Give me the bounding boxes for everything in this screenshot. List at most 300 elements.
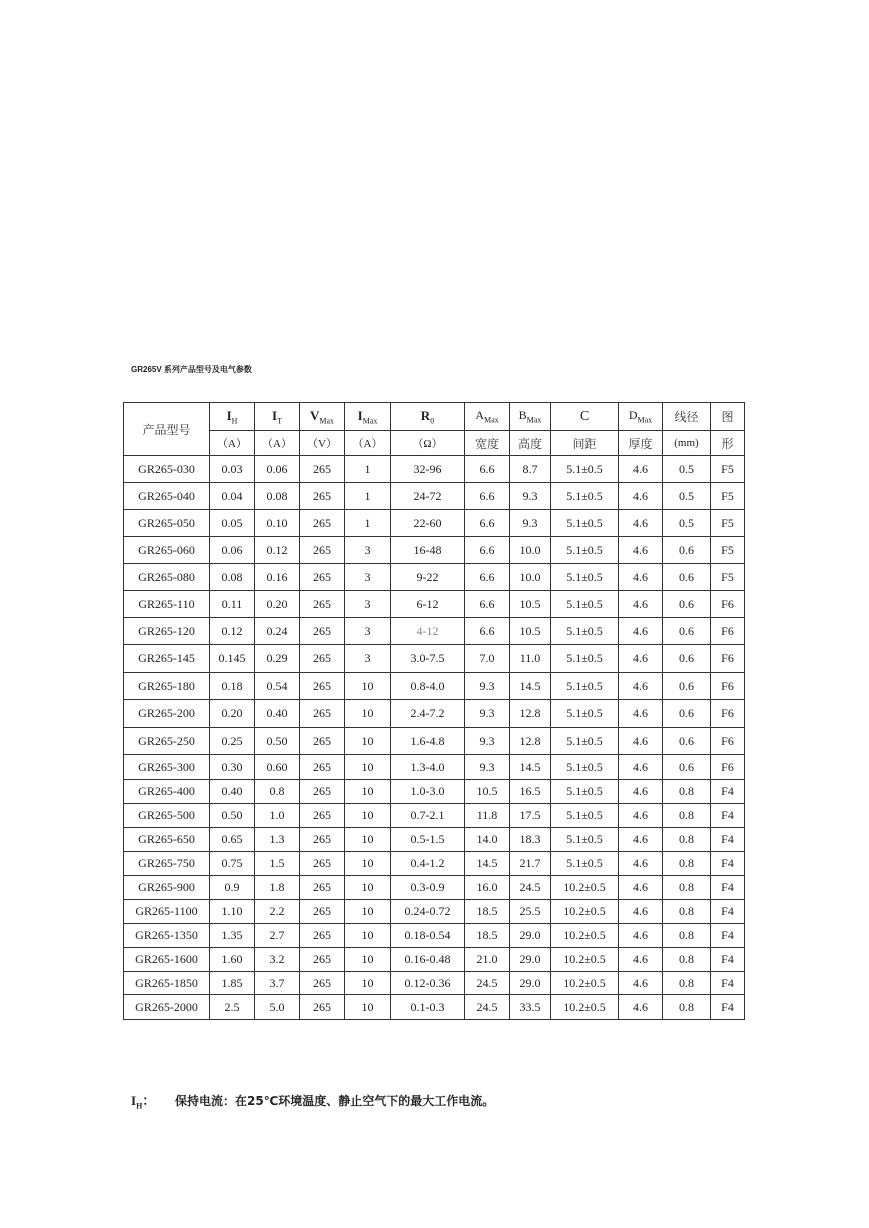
cell-a-width: 18.5 <box>465 924 510 948</box>
header-a-label: 宽度 <box>465 431 510 456</box>
cell-r0: 0.8-4.0 <box>391 673 465 700</box>
cell-imax: 10 <box>345 673 391 700</box>
cell-r0: 1.3-4.0 <box>391 755 465 780</box>
cell-it: 0.8 <box>255 780 300 804</box>
cell-ih: 0.30 <box>210 755 255 780</box>
cell-vmax: 265 <box>300 828 345 852</box>
cell-d-thickness: 4.6 <box>619 564 663 591</box>
cell-r0: 6-12 <box>391 591 465 618</box>
cell-imax: 10 <box>345 700 391 728</box>
cell-model: GR265-080 <box>124 564 210 591</box>
table-row <box>124 900 745 924</box>
cell-wire-diameter: 0.8 <box>663 948 711 972</box>
cell-ih: 0.9 <box>210 876 255 900</box>
header-imax-unit: （A） <box>345 431 391 456</box>
header-it-unit: （A） <box>255 431 300 456</box>
cell-a-width: 6.6 <box>465 537 510 564</box>
cell-r0: 0.12-0.36 <box>391 972 465 995</box>
cell-ih: 0.08 <box>210 564 255 591</box>
cell-it: 0.54 <box>255 673 300 700</box>
cell-ih: 0.20 <box>210 700 255 728</box>
cell-model: GR265-1600 <box>124 948 210 972</box>
cell-b-height: 29.0 <box>510 924 551 948</box>
cell-r0: 4-12 <box>391 618 465 645</box>
cell-b-height: 21.7 <box>510 852 551 876</box>
cell-imax: 1 <box>345 483 391 510</box>
cell-figure: F6 <box>711 618 745 645</box>
cell-r0: 0.24-0.72 <box>391 900 465 924</box>
cell-a-width: 7.0 <box>465 645 510 673</box>
header-wire-unit: (mm) <box>663 431 711 456</box>
cell-figure: F6 <box>711 755 745 780</box>
footnote-text: 保持电流：在25℃环境温度、静止空气下的最大工作电流。 <box>175 1094 495 1108</box>
cell-model: GR265-180 <box>124 673 210 700</box>
cell-a-width: 10.5 <box>465 780 510 804</box>
cell-b-height: 24.5 <box>510 876 551 900</box>
cell-c-spacing: 5.1±0.5 <box>551 755 619 780</box>
cell-figure: F5 <box>711 483 745 510</box>
cell-figure: F6 <box>711 591 745 618</box>
cell-vmax: 265 <box>300 876 345 900</box>
cell-figure: F4 <box>711 780 745 804</box>
cell-imax: 10 <box>345 804 391 828</box>
cell-vmax: 265 <box>300 564 345 591</box>
cell-imax: 10 <box>345 995 391 1020</box>
cell-d-thickness: 4.6 <box>619 618 663 645</box>
cell-figure: F4 <box>711 828 745 852</box>
header-ih-unit: （A） <box>210 431 255 456</box>
table-row <box>124 510 745 537</box>
table-row <box>124 673 745 700</box>
table-row <box>124 780 745 804</box>
cell-r0: 0.3-0.9 <box>391 876 465 900</box>
cell-figure: F5 <box>711 537 745 564</box>
header-b: $B_{Max}$ <box>510 403 551 431</box>
table-row <box>124 804 745 828</box>
cell-ih: 0.03 <box>210 456 255 483</box>
header-it: $I_T$ <box>255 403 300 431</box>
cell-it: 0.10 <box>255 510 300 537</box>
cell-a-width: 6.6 <box>465 564 510 591</box>
cell-ih: 1.35 <box>210 924 255 948</box>
cell-vmax: 265 <box>300 804 345 828</box>
header-row-top <box>124 403 745 431</box>
cell-d-thickness: 4.6 <box>619 924 663 948</box>
cell-r0: 0.5-1.5 <box>391 828 465 852</box>
cell-it: 1.3 <box>255 828 300 852</box>
cell-c-spacing: 5.1±0.5 <box>551 780 619 804</box>
cell-vmax: 265 <box>300 995 345 1020</box>
cell-it: 3.7 <box>255 972 300 995</box>
table-row <box>124 456 745 483</box>
cell-model: GR265-1350 <box>124 924 210 948</box>
cell-b-height: 12.8 <box>510 728 551 755</box>
cell-a-width: 18.5 <box>465 900 510 924</box>
cell-vmax: 265 <box>300 728 345 755</box>
cell-model: GR265-650 <box>124 828 210 852</box>
cell-r0: 1.6-4.8 <box>391 728 465 755</box>
cell-d-thickness: 4.6 <box>619 456 663 483</box>
footnote <box>131 1090 494 1111</box>
cell-ih: 2.5 <box>210 995 255 1020</box>
cell-c-spacing: 10.2±0.5 <box>551 900 619 924</box>
cell-c-spacing: 5.1±0.5 <box>551 510 619 537</box>
cell-b-height: 10.5 <box>510 618 551 645</box>
cell-d-thickness: 4.6 <box>619 876 663 900</box>
cell-vmax: 265 <box>300 852 345 876</box>
cell-vmax: 265 <box>300 924 345 948</box>
cell-model: GR265-1100 <box>124 900 210 924</box>
header-c: C <box>551 403 619 431</box>
cell-it: 2.7 <box>255 924 300 948</box>
header-imax: $I_{Max}$ <box>345 403 391 431</box>
cell-r0: 1.0-3.0 <box>391 780 465 804</box>
document-title: GR265V 系列产品型号及电气参数 <box>131 365 252 374</box>
cell-ih: 0.06 <box>210 537 255 564</box>
cell-wire-diameter: 0.6 <box>663 591 711 618</box>
cell-vmax: 265 <box>300 948 345 972</box>
cell-d-thickness: 4.6 <box>619 483 663 510</box>
cell-figure: F6 <box>711 728 745 755</box>
cell-model: GR265-2000 <box>124 995 210 1020</box>
cell-vmax: 265 <box>300 673 345 700</box>
cell-it: 1.0 <box>255 804 300 828</box>
table-row <box>124 972 745 995</box>
cell-c-spacing: 5.1±0.5 <box>551 591 619 618</box>
cell-imax: 10 <box>345 900 391 924</box>
cell-vmax: 265 <box>300 755 345 780</box>
cell-d-thickness: 4.6 <box>619 537 663 564</box>
cell-imax: 3 <box>345 591 391 618</box>
cell-vmax: 265 <box>300 456 345 483</box>
cell-figure: F5 <box>711 510 745 537</box>
cell-d-thickness: 4.6 <box>619 900 663 924</box>
cell-c-spacing: 5.1±0.5 <box>551 673 619 700</box>
header-b-label: 高度 <box>510 431 551 456</box>
cell-vmax: 265 <box>300 900 345 924</box>
cell-it: 0.24 <box>255 618 300 645</box>
cell-it: 1.8 <box>255 876 300 900</box>
cell-b-height: 33.5 <box>510 995 551 1020</box>
cell-r0: 0.4-1.2 <box>391 852 465 876</box>
cell-it: 0.60 <box>255 755 300 780</box>
cell-wire-diameter: 0.6 <box>663 700 711 728</box>
cell-wire-diameter: 0.8 <box>663 780 711 804</box>
cell-imax: 3 <box>345 564 391 591</box>
cell-b-height: 29.0 <box>510 948 551 972</box>
cell-it: 0.08 <box>255 483 300 510</box>
cell-imax: 10 <box>345 852 391 876</box>
table-row <box>124 924 745 948</box>
cell-ih: 0.12 <box>210 618 255 645</box>
cell-figure: F6 <box>711 673 745 700</box>
cell-d-thickness: 4.6 <box>619 948 663 972</box>
header-d-label: 厚度 <box>619 431 663 456</box>
cell-a-width: 9.3 <box>465 700 510 728</box>
cell-imax: 10 <box>345 876 391 900</box>
cell-it: 5.0 <box>255 995 300 1020</box>
cell-model: GR265-1850 <box>124 972 210 995</box>
cell-d-thickness: 4.6 <box>619 728 663 755</box>
table-row <box>124 564 745 591</box>
cell-wire-diameter: 0.8 <box>663 924 711 948</box>
cell-ih: 0.50 <box>210 804 255 828</box>
cell-vmax: 265 <box>300 618 345 645</box>
cell-d-thickness: 4.6 <box>619 995 663 1020</box>
cell-model: GR265-500 <box>124 804 210 828</box>
cell-c-spacing: 5.1±0.5 <box>551 852 619 876</box>
cell-model: GR265-200 <box>124 700 210 728</box>
header-vmax: $V_{Max}$ <box>300 403 345 431</box>
cell-vmax: 265 <box>300 591 345 618</box>
cell-d-thickness: 4.6 <box>619 700 663 728</box>
cell-imax: 10 <box>345 972 391 995</box>
cell-d-thickness: 4.6 <box>619 852 663 876</box>
header-d: $D_{Max}$ <box>619 403 663 431</box>
cell-d-thickness: 4.6 <box>619 972 663 995</box>
table-row <box>124 537 745 564</box>
table-row <box>124 876 745 900</box>
cell-a-width: 24.5 <box>465 995 510 1020</box>
spec-table <box>123 402 745 1020</box>
cell-a-width: 6.6 <box>465 618 510 645</box>
cell-c-spacing: 10.2±0.5 <box>551 995 619 1020</box>
header-model: 产品型号 <box>124 403 210 456</box>
header-r0: $R_0$ <box>391 403 465 431</box>
cell-a-width: 9.3 <box>465 728 510 755</box>
cell-wire-diameter: 0.5 <box>663 456 711 483</box>
cell-wire-diameter: 0.5 <box>663 510 711 537</box>
cell-imax: 10 <box>345 828 391 852</box>
table-row <box>124 700 745 728</box>
cell-a-width: 14.0 <box>465 828 510 852</box>
cell-it: 0.20 <box>255 591 300 618</box>
cell-c-spacing: 10.2±0.5 <box>551 972 619 995</box>
cell-r0: 3.0-7.5 <box>391 645 465 673</box>
header-ih: $I_H$ <box>210 403 255 431</box>
cell-a-width: 6.6 <box>465 510 510 537</box>
cell-ih: 0.04 <box>210 483 255 510</box>
cell-it: 0.16 <box>255 564 300 591</box>
cell-wire-diameter: 0.6 <box>663 564 711 591</box>
cell-imax: 3 <box>345 618 391 645</box>
cell-b-height: 25.5 <box>510 900 551 924</box>
header-vmax-unit: （V） <box>300 431 345 456</box>
cell-a-width: 6.6 <box>465 483 510 510</box>
cell-vmax: 265 <box>300 645 345 673</box>
cell-model: GR265-250 <box>124 728 210 755</box>
cell-figure: F4 <box>711 995 745 1020</box>
cell-it: 0.12 <box>255 537 300 564</box>
table-row <box>124 995 745 1020</box>
cell-it: 2.2 <box>255 900 300 924</box>
cell-figure: F4 <box>711 900 745 924</box>
cell-c-spacing: 5.1±0.5 <box>551 456 619 483</box>
cell-b-height: 12.8 <box>510 700 551 728</box>
table-row <box>124 755 745 780</box>
cell-c-spacing: 10.2±0.5 <box>551 924 619 948</box>
cell-model: GR265-120 <box>124 618 210 645</box>
cell-it: 0.50 <box>255 728 300 755</box>
cell-b-height: 17.5 <box>510 804 551 828</box>
cell-c-spacing: 5.1±0.5 <box>551 645 619 673</box>
cell-r0: 9-22 <box>391 564 465 591</box>
cell-r0: 0.7-2.1 <box>391 804 465 828</box>
cell-wire-diameter: 0.8 <box>663 804 711 828</box>
header-figure-1: 图 <box>711 403 745 431</box>
cell-b-height: 14.5 <box>510 755 551 780</box>
cell-wire-diameter: 0.6 <box>663 618 711 645</box>
cell-c-spacing: 10.2±0.5 <box>551 948 619 972</box>
cell-wire-diameter: 0.6 <box>663 673 711 700</box>
cell-ih: 0.05 <box>210 510 255 537</box>
cell-b-height: 9.3 <box>510 483 551 510</box>
cell-a-width: 21.0 <box>465 948 510 972</box>
cell-ih: 0.40 <box>210 780 255 804</box>
cell-d-thickness: 4.6 <box>619 591 663 618</box>
cell-a-width: 9.3 <box>465 755 510 780</box>
cell-r0: 0.1-0.3 <box>391 995 465 1020</box>
cell-ih: 1.60 <box>210 948 255 972</box>
cell-wire-diameter: 0.6 <box>663 728 711 755</box>
cell-d-thickness: 4.6 <box>619 645 663 673</box>
cell-r0: 24-72 <box>391 483 465 510</box>
cell-ih: 1.10 <box>210 900 255 924</box>
cell-r0: 16-48 <box>391 537 465 564</box>
cell-a-width: 14.5 <box>465 852 510 876</box>
cell-b-height: 18.3 <box>510 828 551 852</box>
cell-c-spacing: 5.1±0.5 <box>551 618 619 645</box>
cell-c-spacing: 5.1±0.5 <box>551 700 619 728</box>
cell-figure: F6 <box>711 700 745 728</box>
cell-figure: F5 <box>711 564 745 591</box>
cell-imax: 3 <box>345 537 391 564</box>
cell-b-height: 16.5 <box>510 780 551 804</box>
cell-c-spacing: 5.1±0.5 <box>551 828 619 852</box>
cell-a-width: 6.6 <box>465 591 510 618</box>
cell-ih: 0.25 <box>210 728 255 755</box>
cell-c-spacing: 5.1±0.5 <box>551 483 619 510</box>
cell-figure: F4 <box>711 852 745 876</box>
cell-c-spacing: 5.1±0.5 <box>551 564 619 591</box>
header-row-bottom <box>124 431 745 456</box>
cell-b-height: 10.0 <box>510 537 551 564</box>
cell-wire-diameter: 0.6 <box>663 755 711 780</box>
cell-a-width: 11.8 <box>465 804 510 828</box>
cell-model: GR265-900 <box>124 876 210 900</box>
cell-figure: F4 <box>711 948 745 972</box>
cell-r0: 0.18-0.54 <box>391 924 465 948</box>
table-row <box>124 591 745 618</box>
cell-wire-diameter: 0.6 <box>663 537 711 564</box>
cell-d-thickness: 4.6 <box>619 804 663 828</box>
cell-wire-diameter: 0.8 <box>663 852 711 876</box>
cell-d-thickness: 4.6 <box>619 780 663 804</box>
cell-b-height: 11.0 <box>510 645 551 673</box>
header-r0-unit: （Ω） <box>391 431 465 456</box>
cell-c-spacing: 10.2±0.5 <box>551 876 619 900</box>
cell-d-thickness: 4.6 <box>619 673 663 700</box>
cell-wire-diameter: 0.5 <box>663 483 711 510</box>
cell-wire-diameter: 0.8 <box>663 995 711 1020</box>
cell-wire-diameter: 0.6 <box>663 645 711 673</box>
cell-vmax: 265 <box>300 510 345 537</box>
cell-d-thickness: 4.6 <box>619 510 663 537</box>
cell-r0: 0.16-0.48 <box>391 948 465 972</box>
table-row <box>124 948 745 972</box>
cell-imax: 10 <box>345 780 391 804</box>
cell-ih: 0.65 <box>210 828 255 852</box>
cell-wire-diameter: 0.8 <box>663 876 711 900</box>
cell-a-width: 9.3 <box>465 673 510 700</box>
cell-figure: F4 <box>711 804 745 828</box>
cell-vmax: 265 <box>300 537 345 564</box>
cell-model: GR265-750 <box>124 852 210 876</box>
cell-a-width: 6.6 <box>465 456 510 483</box>
header-a: $A_{Max}$ <box>465 403 510 431</box>
cell-a-width: 24.5 <box>465 972 510 995</box>
cell-imax: 10 <box>345 924 391 948</box>
cell-r0: 2.4-7.2 <box>391 700 465 728</box>
cell-it: 1.5 <box>255 852 300 876</box>
cell-b-height: 8.7 <box>510 456 551 483</box>
footnote-symbol: $I_H$： <box>131 1093 156 1111</box>
cell-it: 3.2 <box>255 948 300 972</box>
table-row <box>124 828 745 852</box>
cell-imax: 10 <box>345 728 391 755</box>
table-row <box>124 728 745 755</box>
cell-a-width: 16.0 <box>465 876 510 900</box>
cell-model: GR265-050 <box>124 510 210 537</box>
cell-vmax: 265 <box>300 483 345 510</box>
table-row <box>124 483 745 510</box>
cell-model: GR265-400 <box>124 780 210 804</box>
cell-figure: F6 <box>711 645 745 673</box>
cell-figure: F5 <box>711 456 745 483</box>
cell-model: GR265-030 <box>124 456 210 483</box>
cell-ih: 0.145 <box>210 645 255 673</box>
cell-d-thickness: 4.6 <box>619 828 663 852</box>
cell-imax: 1 <box>345 456 391 483</box>
cell-ih: 0.18 <box>210 673 255 700</box>
table-row <box>124 618 745 645</box>
cell-c-spacing: 5.1±0.5 <box>551 728 619 755</box>
cell-imax: 10 <box>345 755 391 780</box>
cell-wire-diameter: 0.8 <box>663 972 711 995</box>
cell-vmax: 265 <box>300 700 345 728</box>
table-row <box>124 645 745 673</box>
cell-vmax: 265 <box>300 972 345 995</box>
cell-ih: 0.75 <box>210 852 255 876</box>
cell-figure: F4 <box>711 924 745 948</box>
cell-wire-diameter: 0.8 <box>663 828 711 852</box>
header-wire: 线径 <box>663 403 711 431</box>
cell-imax: 1 <box>345 510 391 537</box>
table-row <box>124 852 745 876</box>
cell-b-height: 9.3 <box>510 510 551 537</box>
cell-c-spacing: 5.1±0.5 <box>551 537 619 564</box>
cell-it: 0.06 <box>255 456 300 483</box>
cell-d-thickness: 4.6 <box>619 755 663 780</box>
cell-b-height: 29.0 <box>510 972 551 995</box>
cell-b-height: 14.5 <box>510 673 551 700</box>
cell-model: GR265-145 <box>124 645 210 673</box>
cell-r0: 22-60 <box>391 510 465 537</box>
cell-model: GR265-040 <box>124 483 210 510</box>
cell-r0: 32-96 <box>391 456 465 483</box>
cell-model: GR265-300 <box>124 755 210 780</box>
cell-b-height: 10.0 <box>510 564 551 591</box>
